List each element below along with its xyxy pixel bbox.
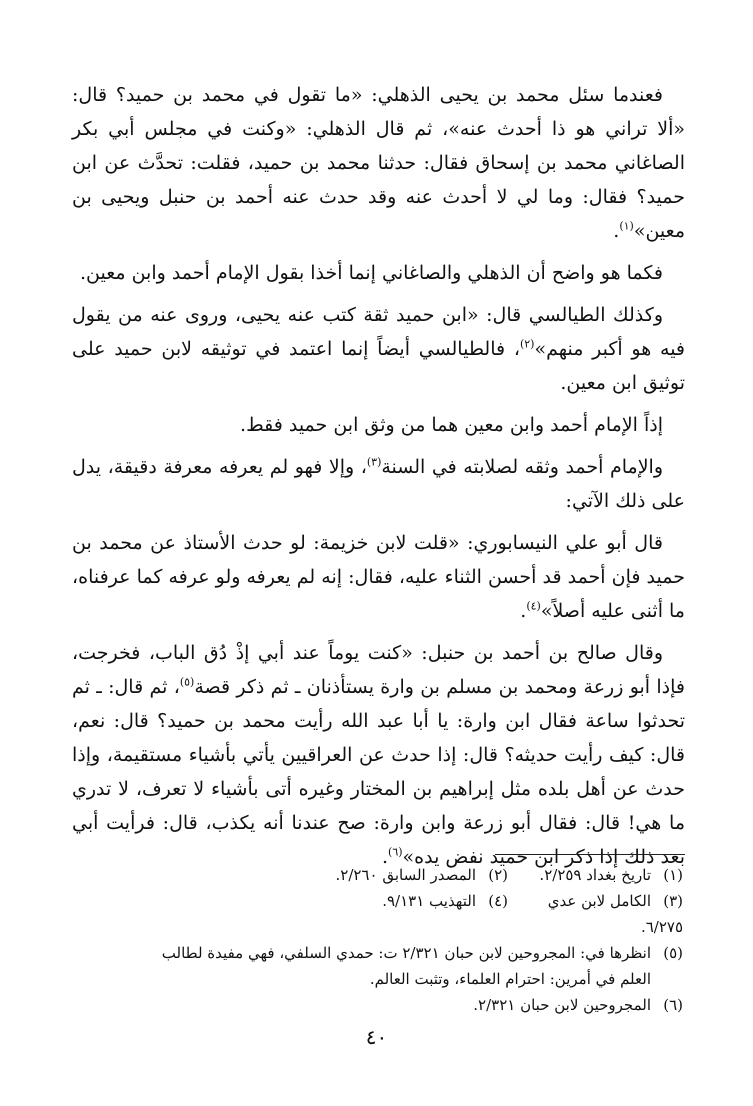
paragraph: والإمام أحمد وثقه لصلابته في السنة$^{(٣)}$، وإلا فهو لم يعرفه معرفة دقيقة، يدل على ذلك الآتي: bbox=[72, 455, 685, 512]
footnote-ref: (٥) bbox=[179, 675, 195, 689]
paragraph: فعندما سئل محمد بن يحيى الذهلي: «ما تقول في محمد بن حميد؟ قال: «ألا تراني هو ذا أحدث عنه»، ثم قال الذهلي: «وكنت في مجلس أبي بكر الصاغاني محمد بن إسحاق فقال: حدثنا محمد بن حميد، فقلت: تحدَّث عن ابن حميد؟ فقال: وما لي لا أحدث عنه وقد حدث عنه أحمد بن حنبل ويحيى بن معين»$^{(١)}$. bbox=[72, 84, 686, 242]
paragraph: قال أبو علي النيسابوري: «قلت لابن خزيمة: لو حدث الأستاذ عن محمد بن حميد فإن أحمد قد أحسن الثناء عليه، فقال: إنه لم يعرفه ولو عرفه كما عرفناه، ما أثنى عليه أصلاً»$^{(٤)}$. bbox=[72, 532, 685, 622]
footnote: (٦)المجروحين لابن حبان ٢/٣٢١. bbox=[473, 996, 683, 1014]
footnote-ref: (١) bbox=[619, 219, 634, 233]
footnote: (٥)انظرها في: المجروحين لابن حبان ٢/٣٢١ ت: حمدي السلفي، فهي مفيدة لطالب bbox=[161, 944, 683, 962]
paragraph: إذاً الإمام أحمد وابن معين هما من وثق ابن حميد فقط. bbox=[240, 414, 663, 436]
footnotes bbox=[71, 862, 683, 1018]
footnote-continuation: العلم في أمرين: احترام العلماء، وتثبت العالم. bbox=[369, 970, 651, 988]
footnote-row bbox=[71, 862, 683, 888]
paragraph: وكذلك الطيالسي قال: «ابن حميد ثقة كتب عنه يحيى، وروى عنه من يقول فيه هو أكبر منهم»$^{(٢)}$، فالطيالسي أيضاً إنما اعتمد في توثيقه لابن حميد على توثيق ابن معين. bbox=[72, 304, 686, 394]
footnote: (٢)المصدر السابق ٢/٢٦٠. bbox=[335, 866, 508, 884]
footnote-ref: (٤) bbox=[526, 599, 541, 613]
footnote: (١)تاريخ بغداد ٢/٢٥٩. bbox=[539, 866, 683, 884]
footnote-ref: (٢) bbox=[519, 337, 535, 351]
footnote-divider bbox=[495, 854, 685, 855]
main-text bbox=[72, 78, 685, 882]
paragraph: وقال صالح بن أحمد بن حنبل: «كنت يوماً عند أبي إذْ دُق الباب، فخرجت، فإذا أبو زرعة ومحمد بن مسلم بن وارة يستأذنان ـ ثم ذكر قصة$^{(٥)}$، ثم قال: ـ ثم تحدثوا ساعة فقال ابن وارة: يا أبا عبد الله رأيت محمد بن حميد؟ قال: نعم، قال: كيف رأيت حديثه؟ قال: إذا حدث عن العراقيين يأتي بأشياء مستقيمة، وإذا حدث عن أهل بلده مثل إبراهيم بن المختار وغيره أتى بأشياء لا تعرف، لا تدري ما هي! قال: فقال أبو زرعة وابن وارة: صح عندنا أنه يكذب، قال: فرأيت أبي بعد ذلك إذا ذكر ابن حميد نفض يده»$^{(٦)}$. bbox=[72, 642, 685, 868]
footnote-ref: (٣) bbox=[366, 455, 382, 469]
footnote: (٣)الكامل لابن عدي ٦/٢٧٥. bbox=[547, 892, 683, 936]
paragraph: فكما هو واضح أن الذهلي والصاغاني إنما أخذا بقول الإمام أحمد وابن معين. bbox=[79, 262, 663, 284]
footnote: (٤)التهذيب ٩/١٣١. bbox=[382, 892, 508, 910]
page-number: ٤٠ bbox=[365, 1025, 388, 1049]
footnote-row bbox=[71, 888, 683, 940]
footnote-ref: (٦) bbox=[388, 845, 403, 859]
